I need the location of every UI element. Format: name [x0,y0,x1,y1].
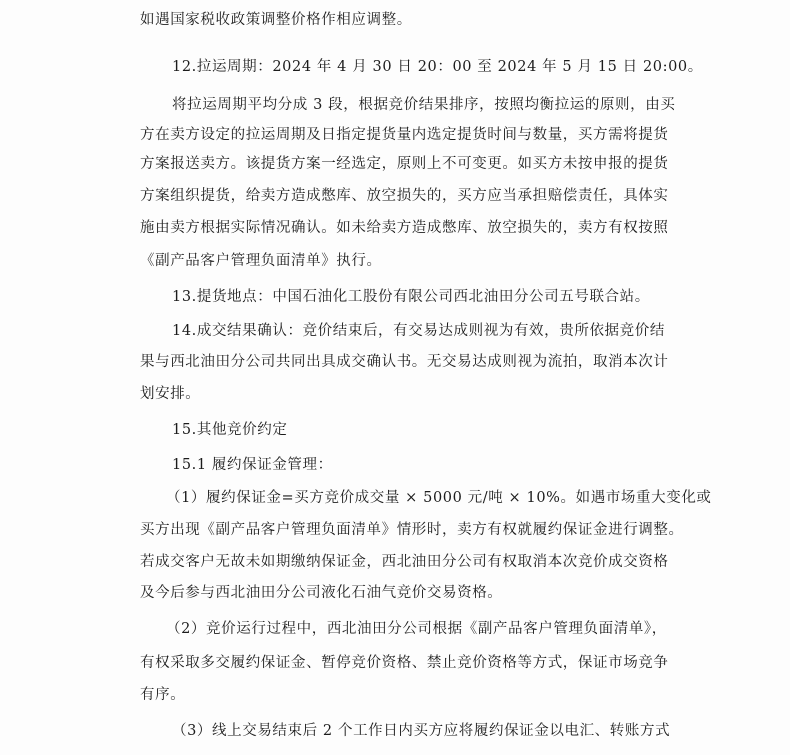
text-line: 15.其他竞价约定 [172,422,288,438]
text-line: 12.拉运周期：2024 年 4 月 30 日 20：00 至 2024 年 5 月 15 日 20:00。 [172,59,703,75]
text-line: 如遇国家税收政策调整价格作相应调整。 [140,12,412,28]
text-line: （1）履约保证金=买方竞价成交量 × 5000 元/吨 × 10%。如遇市场重大变化或 [166,490,712,506]
text-line: （2）竞价运行过程中，西北油田分公司根据《副产品客户管理负面清单》， [166,621,667,637]
text-line: 及今后参与西北油田分公司液化石油气竞价交易资格。 [140,585,503,601]
text-line: 方在卖方设定的拉运周期及日指定提货量内选定提货时间与数量，买方需将提货 [140,127,669,143]
text-line: 14.成交结果确认：竞价结束后，有交易达成则视为有效，贵所依据竞价结 [172,323,665,339]
text-line: 方案组织提货，给卖方造成憋库、放空损失的，买方应当承担赔偿责任，具体实 [140,188,669,204]
text-line: （3）线上交易结束后 2 个工作日内买方应将履约保证金以电汇、转账方式 [172,723,671,739]
text-line: 若成交客户无故未如期缴纳保证金，西北油田分公司有权取消本次竞价成交资格 [140,554,669,570]
text-line: 《副产品客户管理负面清单》执行。 [140,253,382,269]
text-line: 买方出现《副产品客户管理负面清单》情形时，卖方有权就履约保证金进行调整。 [140,522,684,538]
text-line: 15.1 履约保证金管理： [172,457,333,473]
text-line: 划安排。 [140,386,201,402]
text-line: 施由卖方根据实际情况确认。如未给卖方造成憋库、放空损失的，卖方有权按照 [140,220,669,236]
text-line: 方案报送卖方。该提货方案一经选定，原则上不可变更。如买方未按申报的提货 [140,156,669,172]
text-line: 有序。 [140,687,186,703]
text-line: 13.提货地点：中国石油化工股份有限公司西北油田分公司五号联合站。 [172,289,650,305]
text-line: 有权采取多交履约保证金、暂停竞价资格、禁止竞价资格等方式，保证市场竞争 [140,655,669,671]
text-line: 将拉运周期平均分成 3 段，根据竞价结果排序，按照均衡拉运的原则，由买 [172,97,676,113]
text-line: 果与西北油田分公司共同出具成交确认书。无交易达成则视为流拍，取消本次计 [140,354,669,370]
